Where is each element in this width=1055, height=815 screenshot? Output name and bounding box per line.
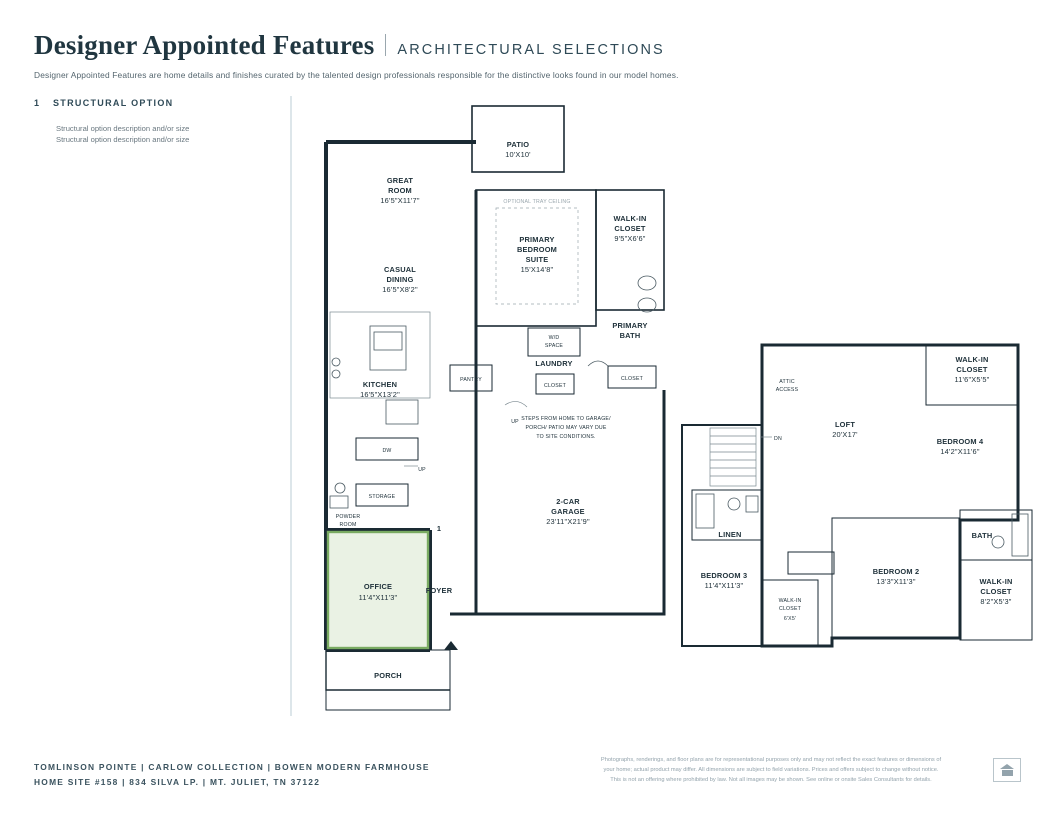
room-label-bedroom-4: BEDROOM 4 <box>936 437 984 446</box>
room-label-office: OFFICE <box>363 582 393 591</box>
room-label-primary-suite-l3: SUITE <box>525 255 549 264</box>
room-label-wic-b3-l1: WALK-IN <box>778 598 802 604</box>
note-optional-tray-ceiling: OPTIONAL TRAY CEILING <box>503 199 571 205</box>
page-description: Designer Appointed Features are home details and finishes curated by the talented design professionals responsible for the distinctive looks found in our model homes. <box>34 70 679 80</box>
room-label-great-room-l1: GREAT <box>386 176 414 185</box>
room-label-garage-l2: GARAGE <box>551 507 585 516</box>
room-label-wic-b2-l2-text: CLOSET <box>980 587 1012 596</box>
room-label-storage: DW <box>382 448 392 454</box>
note-attic-access-l2: ACCESS <box>775 387 799 393</box>
room-label-porch: PORCH <box>374 671 402 680</box>
room-label-pantry: PANTRY <box>460 377 482 383</box>
room-dims-wic-b4: 11'6"X5'5" <box>954 375 990 384</box>
room-label-bedroom-2: BEDROOM 2 <box>872 567 920 576</box>
room-label-wic-b3-l2: CLOSET <box>779 606 801 612</box>
room-label-powder-l2: ROOM <box>339 522 357 528</box>
room-label-wic-primary-l1: WALK-IN <box>613 214 647 223</box>
room-dims-wic-primary: 9'5"X6'6" <box>614 234 646 243</box>
footer-line-2: HOME SITE #158 | 834 SILVA LP. | MT. JULIET, TN 37122 <box>34 776 321 787</box>
footer-line-1: TOMLINSON POINTE | CARLOW COLLECTION | BOWEN MODERN FARMHOUSE <box>34 762 430 772</box>
room-label-patio: PATIO <box>506 140 530 149</box>
room-label-bath-upstairs-right: BATH <box>971 531 993 540</box>
room-label-bedroom-3: BEDROOM 3 <box>700 571 748 580</box>
eho-body-shape <box>1002 770 1013 776</box>
disclaimer-line-3: This is not an offering where prohibited by law. Not all images may be shown. See online or onsite Sales Consultants for details. <box>610 776 932 783</box>
room-dims-garage: 23'11"X21'9" <box>546 517 590 526</box>
option-description-line-1: Structural option description and/or size <box>56 124 190 133</box>
eho-roof-shape <box>1000 764 1014 769</box>
room-label-primary-suite-l1: PRIMARY <box>519 235 555 244</box>
option-description-line-2: Structural option description and/or size <box>56 135 190 144</box>
disclaimer-line-1: Photographs, renderings, and floor plans are for representational purposes only and may not reflect the exact features or dimensions of <box>600 757 942 763</box>
room-dims-wic-b2-text: 8'2"X5'3" <box>980 597 1012 606</box>
room-label-bath-upstairs-left: LINEN <box>718 530 742 539</box>
room-dims-patio: 10'X10' <box>505 150 531 159</box>
room-dims-office: 11'4"X11'3" <box>358 593 398 602</box>
room-label-wic-b2-l1-text: WALK-IN <box>979 577 1013 586</box>
page-title: Designer Appointed Features <box>34 30 375 60</box>
room-label-primary-bath-l1: PRIMARY <box>612 321 648 330</box>
option-title: STRUCTURAL OPTION <box>53 98 174 108</box>
room-label-shower: CLOSET <box>621 376 643 382</box>
room-label-garage-l1: 2-CAR <box>556 497 580 506</box>
room-label-wic-primary-l2: CLOSET <box>614 224 646 233</box>
note-attic-access-l1: ATTIC <box>779 379 795 385</box>
room-dims-kitchen: 16'5"X13'2" <box>360 390 400 399</box>
room-label-wd-l2: SPACE <box>544 343 564 349</box>
room-label-casual-dining-l2: DINING <box>386 275 414 284</box>
room-label-wic-b4-l1: WALK-IN <box>955 355 989 364</box>
room-label-kitchen: KITCHEN <box>362 380 398 389</box>
title-divider <box>385 34 386 56</box>
footer-disclaimer <box>536 756 1006 786</box>
disclaimer-line-2: your home; actual product may differ. All dimensions are subject to field variations. Prices and offers subject to change without notice. <box>603 766 939 773</box>
title-row <box>34 30 934 61</box>
page-header <box>34 30 934 80</box>
room-label-laundry: LAUNDRY <box>535 359 573 368</box>
footer-community-info <box>34 760 430 789</box>
room-label-great-room-l2: ROOM <box>388 186 412 195</box>
vertical-divider <box>290 96 292 716</box>
room-dims-primary-suite: 15'X14'8" <box>520 265 554 274</box>
room-label-powder-l1: POWDER <box>335 514 361 520</box>
option-item <box>34 98 269 115</box>
room-label-primary-suite-l2: BEDROOM <box>517 245 557 254</box>
room-dims-loft: 20'X17' <box>832 430 858 439</box>
floorplan-drawing <box>300 90 1040 720</box>
stairs-label-dn: DN <box>774 436 782 442</box>
garage-note-line-1: STEPS FROM HOME TO GARAGE/ <box>521 416 611 422</box>
room-label-wd-l1: W/D <box>548 335 560 341</box>
option-number: 1 <box>34 98 40 108</box>
room-label-closet-hall: STORAGE <box>368 494 396 500</box>
room-dims-great-room: 16'5"X11'7" <box>380 196 420 205</box>
garage-note-line-3: TO SITE CONDITIONS. <box>536 434 596 440</box>
entry-marker <box>444 641 458 650</box>
room-dims-bedroom-3: 11'4"X11'3" <box>704 581 744 590</box>
room-dims-bedroom-2: 13'3"X11'3" <box>876 577 916 586</box>
stairs-label-up-2: UP <box>418 467 426 473</box>
equal-housing-opportunity-icon <box>993 758 1021 782</box>
option-body <box>53 98 269 115</box>
page-subtitle-label: ARCHITECTURAL SELECTIONS <box>397 42 665 58</box>
stairs-label-up-1: UP <box>511 419 519 425</box>
room-label-foyer: FOYER <box>425 586 453 595</box>
room-label-closet-laundry-text: CLOSET <box>544 383 566 389</box>
room-dims-bedroom-4: 14'2"X11'6" <box>940 447 980 456</box>
highlight-marker-1: 1 <box>436 524 442 533</box>
room-label-loft: LOFT <box>834 420 856 429</box>
room-dims-wic-b3: 6'X5' <box>783 616 797 622</box>
garage-note-line-2: PORCH/ PATIO MAY VARY DUE <box>525 425 607 431</box>
structural-options-list <box>34 98 269 145</box>
room-dims-casual-dining: 16'5"X8'2" <box>382 285 418 294</box>
room-label-casual-dining-l1: CASUAL <box>384 265 416 274</box>
room-label-wic-b4-l2: CLOSET <box>956 365 988 374</box>
room-label-primary-bath-l2: BATH <box>619 331 641 340</box>
